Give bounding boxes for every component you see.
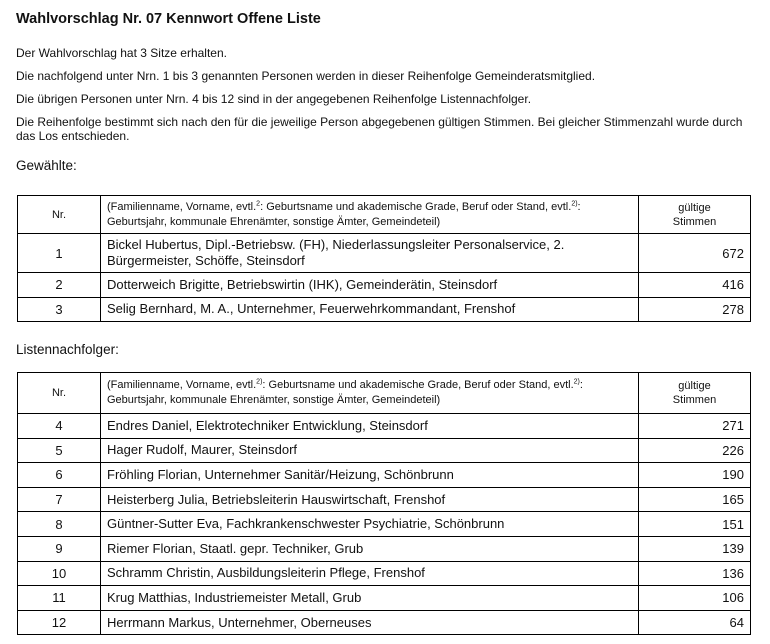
table-row — [18, 234, 751, 273]
elected-heading: Gewählte: — [16, 158, 77, 173]
valid-votes: 416 — [639, 273, 751, 298]
header-text: (Familienname, Vorname, evtl. — [107, 200, 257, 213]
row-number: 11 — [18, 586, 101, 611]
header-text: : Geburtsname und akademische Grade, Beruf oder Stand, evtl. — [260, 200, 572, 213]
table-row — [18, 273, 751, 298]
valid-votes: 106 — [639, 586, 751, 611]
candidate-description: Hager Rudolf, Maurer, Steinsdorf — [101, 438, 639, 463]
valid-votes: 139 — [639, 536, 751, 561]
table-row — [18, 463, 751, 488]
successors-table — [17, 372, 751, 635]
candidate-description: Dotterweich Brigitte, Betriebswirtin (IHK), Gemeinderätin, Steinsdorf — [101, 273, 639, 298]
candidate-description: Güntner-Sutter Eva, Fachkrankenschwester Psychiatrie, Schönbrunn — [101, 512, 639, 537]
row-number: 8 — [18, 512, 101, 537]
row-number: 5 — [18, 438, 101, 463]
footnote-ref: 2) — [573, 378, 580, 386]
column-header-nr: Nr. — [18, 373, 101, 414]
valid-votes: 271 — [639, 414, 751, 439]
header-text: : Geburtsname und akademische Grade, Beruf oder Stand, evtl. — [262, 379, 574, 391]
footnote-ref: 2) — [571, 199, 578, 207]
valid-votes: 64 — [639, 610, 751, 635]
header-text: (Familienname, Vorname, evtl. — [107, 379, 257, 391]
valid-votes: 190 — [639, 463, 751, 488]
table-row — [18, 297, 751, 322]
candidate-description: Heisterberg Julia, Betriebsleiterin Hauswirtschaft, Frenshof — [101, 487, 639, 512]
valid-votes: 672 — [639, 234, 751, 273]
row-number: 7 — [18, 487, 101, 512]
row-number: 9 — [18, 536, 101, 561]
table-row — [18, 438, 751, 463]
valid-votes: 136 — [639, 561, 751, 586]
column-header-votes — [639, 373, 751, 414]
table-row — [18, 414, 751, 439]
row-number: 6 — [18, 463, 101, 488]
successors-table-header — [18, 373, 751, 414]
elected-table-header — [18, 196, 751, 234]
candidate-description: Selig Bernhard, M. A., Unternehmer, Feuerwehrkommandant, Frenshof — [101, 297, 639, 322]
candidate-description: Riemer Florian, Staatl. gepr. Techniker, Grub — [101, 536, 639, 561]
votes-header-text: gültige Stimmen — [672, 201, 717, 228]
header-text: : Geburtsjahr, kommunale Ehrenämter, sonstige Ämter, Gemeindeteil) — [107, 379, 583, 406]
candidate-description: Krug Matthias, Industriemeister Metall, Grub — [101, 586, 639, 611]
valid-votes: 151 — [639, 512, 751, 537]
column-header-description — [101, 373, 639, 414]
table-row — [18, 512, 751, 537]
table-row — [18, 561, 751, 586]
column-header-nr: Nr. — [18, 196, 101, 234]
table-row — [18, 487, 751, 512]
paragraph-elected-info: Die nachfolgend unter Nrn. 1 bis 3 genannten Personen werden in dieser Reihenfolge Gemeinderatsmitglied. — [16, 69, 596, 83]
footnote-ref: 2 — [256, 199, 261, 207]
paragraph-successors-info: Die übrigen Personen unter Nrn. 4 bis 12 sind in der angegebenen Reihenfolge Listennachfolger. — [16, 92, 532, 106]
column-header-description — [101, 196, 639, 234]
votes-header-text: gültige Stimmen — [672, 380, 717, 406]
column-header-votes — [639, 196, 751, 234]
row-number: 10 — [18, 561, 101, 586]
elected-table — [17, 195, 751, 322]
candidate-description: Herrmann Markus, Unternehmer, Oberneuses — [101, 610, 639, 635]
header-text: : Geburtsjahr, kommunale Ehrenämter, sonstige Ämter, Gemeindeteil) — [107, 200, 581, 228]
row-number: 1 — [18, 234, 101, 273]
table-row — [18, 586, 751, 611]
row-number: 2 — [18, 273, 101, 298]
successors-heading: Listennachfolger: — [16, 342, 119, 357]
row-number: 3 — [18, 297, 101, 322]
candidate-description: Bickel Hubertus, Dipl.-Betriebsw. (FH), Niederlassungsleiter Personalservice, 2. Bürgermeister, Schöffe, Steinsdorf — [101, 234, 639, 273]
valid-votes: 165 — [639, 487, 751, 512]
table-row — [18, 610, 751, 635]
paragraph-seats: Der Wahlvorschlag hat 3 Sitze erhalten. — [16, 46, 227, 60]
document-title: Wahlvorschlag Nr. 07 Kennwort Offene Liste — [16, 11, 321, 27]
table-row — [18, 536, 751, 561]
paragraph-ordering-info: Die Reihenfolge bestimmt sich nach den für die jeweilige Person abgegebenen gültigen Stimmen. Bei gleicher Stimmenzahl wurde durch das Los entschieden. — [16, 115, 743, 143]
candidate-description: Fröhling Florian, Unternehmer Sanitär/Heizung, Schönbrunn — [101, 463, 639, 488]
valid-votes: 278 — [639, 297, 751, 322]
candidate-description: Endres Daniel, Elektrotechniker Entwicklung, Steinsdorf — [101, 414, 639, 439]
footnote-ref: 2) — [256, 378, 263, 386]
row-number: 4 — [18, 414, 101, 439]
row-number: 12 — [18, 610, 101, 635]
valid-votes: 226 — [639, 438, 751, 463]
candidate-description: Schramm Christin, Ausbildungsleiterin Pflege, Frenshof — [101, 561, 639, 586]
